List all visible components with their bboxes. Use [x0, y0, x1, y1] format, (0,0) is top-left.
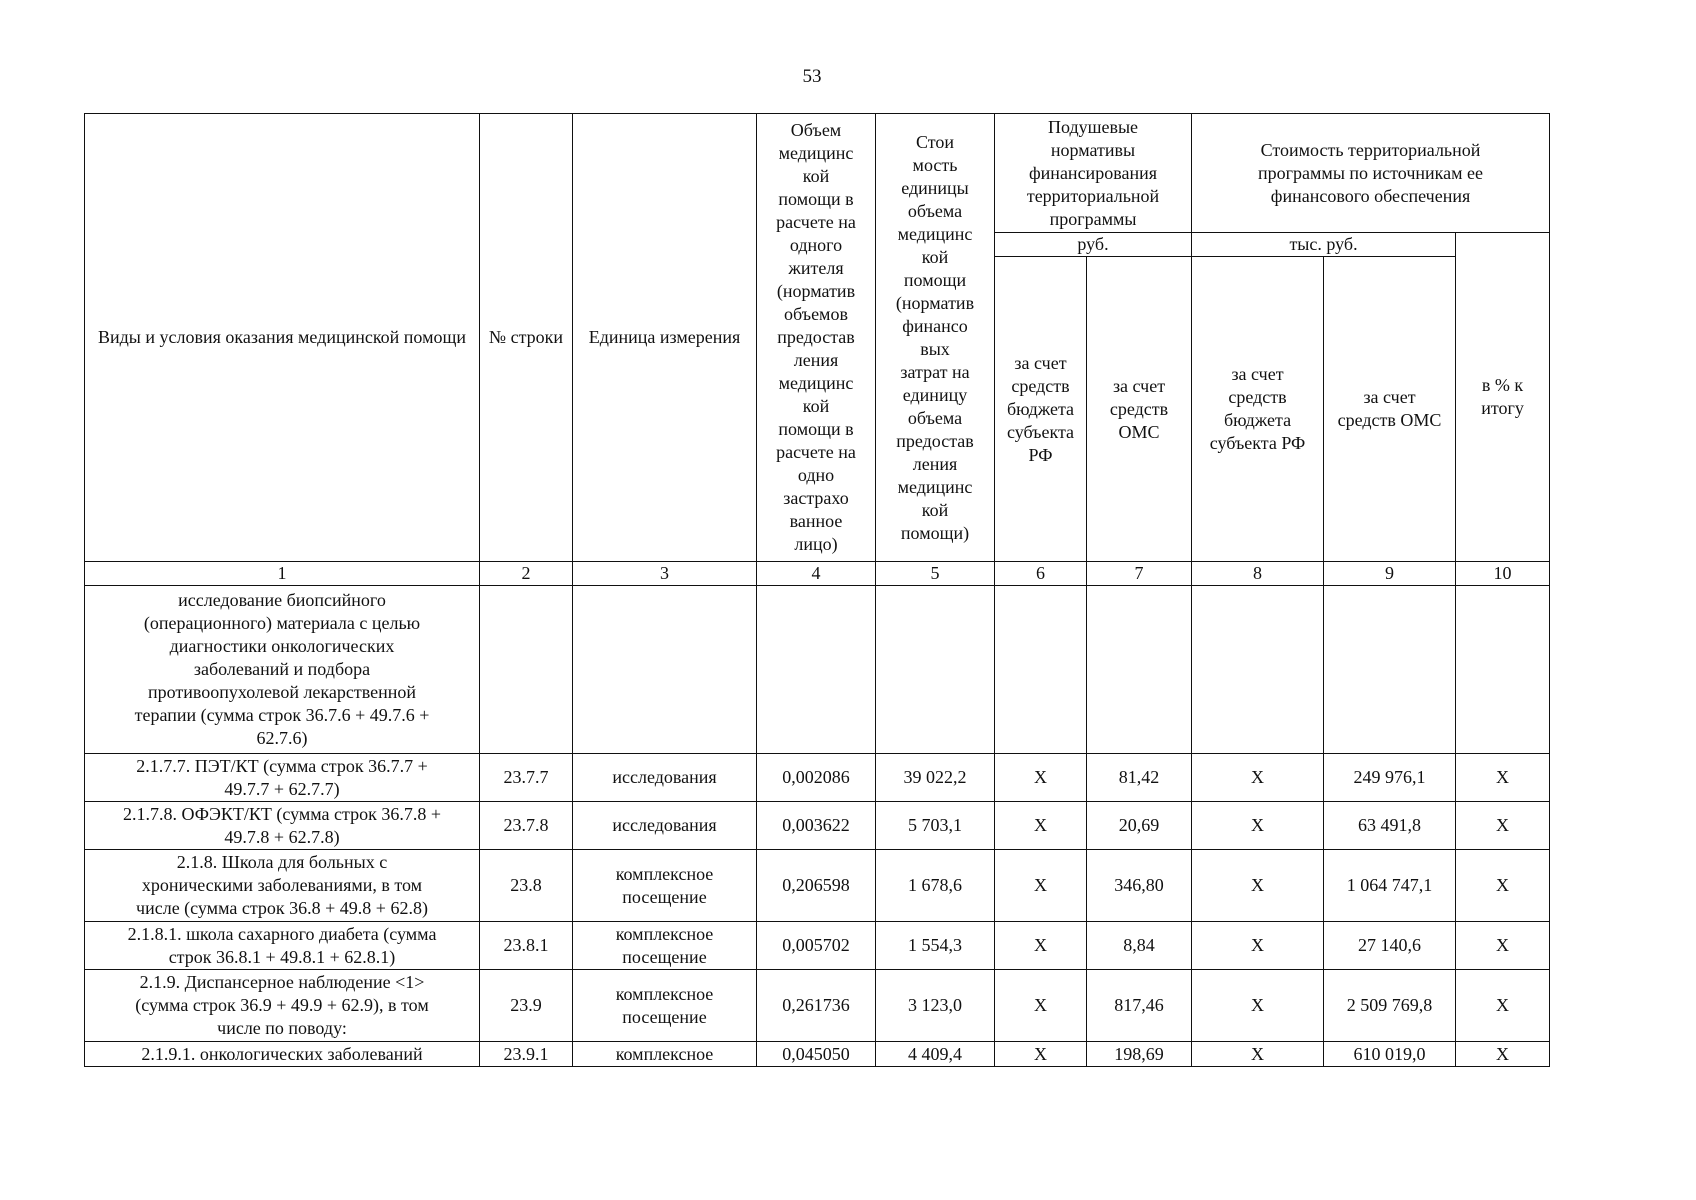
text-line: (сумма строк 36.9 + 49.9 + 62.9), в том — [135, 995, 429, 1015]
row-pc-budget: Х — [995, 802, 1087, 850]
text-line: исследования — [612, 815, 717, 835]
text-line: медицинс — [897, 476, 973, 497]
row-cost-oms: 1 064 747,1 — [1324, 850, 1456, 922]
page-number: 53 — [802, 66, 822, 87]
text-line: средств — [1011, 375, 1070, 396]
text-line: средств ОМС — [1337, 410, 1442, 430]
text-line: посещение — [622, 886, 707, 907]
column-number: 10 — [1456, 562, 1550, 586]
text-line: кой — [802, 166, 830, 186]
row-title — [85, 970, 480, 1042]
row-line-number: 23.7.8 — [480, 802, 573, 850]
row-unit-cost: 5 703,1 — [876, 802, 995, 850]
header-services: Виды и условия оказания медицинской помощи — [85, 114, 480, 562]
text-line: числе (сумма строк 36.8 + 49.8 + 62.8) — [136, 898, 428, 918]
text-line: 2.1.7.7. ПЭТ/КТ (сумма строк 36.7.7 + — [136, 755, 428, 776]
text-line: лицо) — [794, 534, 838, 554]
text-line: объема — [907, 407, 963, 428]
row-pc-budget: Х — [995, 850, 1087, 922]
text-line: объема — [907, 200, 963, 221]
row-unit — [573, 850, 757, 922]
row-title — [85, 1042, 480, 1067]
row-unit — [573, 802, 757, 850]
table-row — [85, 754, 1550, 802]
row-line-number: 23.8 — [480, 850, 573, 922]
column-number: 7 — [1087, 562, 1192, 586]
row-unit — [573, 1042, 757, 1067]
row-title — [85, 850, 480, 922]
header-cost-group — [1192, 114, 1550, 233]
text-line: территориальной — [1026, 185, 1160, 206]
text-line: посещение — [622, 946, 707, 967]
financing-table — [84, 113, 1550, 1067]
text-line: 2.1.9. Диспансерное наблюдение <1> — [139, 972, 425, 992]
text-line: Стои — [915, 131, 955, 152]
text-line: кой — [921, 246, 949, 267]
text-line: помощи — [903, 269, 967, 290]
row-percent: Х — [1456, 850, 1550, 922]
table-row — [85, 922, 1550, 970]
text-line: ления — [912, 453, 958, 474]
text-line: кой — [921, 499, 949, 520]
row-line-number — [480, 586, 573, 754]
text-line: диагностики онкологических — [169, 636, 395, 656]
text-line: кой — [802, 396, 830, 416]
row-unit-cost: 3 123,0 — [876, 970, 995, 1042]
row-pc-oms: 8,84 — [1087, 922, 1192, 970]
text-line: вых — [920, 338, 950, 359]
row-unit-cost: 4 409,4 — [876, 1042, 995, 1067]
text-line: 2.1.8. Школа для больных с — [176, 852, 388, 872]
table-row — [85, 1042, 1550, 1067]
text-line: единицы — [901, 177, 969, 198]
text-line: комплексное — [615, 863, 714, 884]
column-number-row — [85, 562, 1550, 586]
text-line: Стоимость территориальной — [1260, 139, 1481, 160]
row-cost-budget: Х — [1192, 754, 1324, 802]
text-line: помощи в — [778, 189, 854, 209]
row-unit — [573, 970, 757, 1042]
text-line: субъекта РФ — [1209, 433, 1306, 453]
row-cost-budget: Х — [1192, 850, 1324, 922]
header-unit-cost — [876, 114, 995, 562]
text-line: РФ — [1028, 444, 1053, 465]
text-line: жителя — [788, 258, 844, 278]
row-title — [85, 754, 480, 802]
row-volume: 0,003622 — [757, 802, 876, 850]
header-row-1 — [85, 114, 1550, 233]
text-line: средств — [1109, 398, 1169, 419]
text-line: одно — [797, 465, 835, 485]
text-line: финансирования — [1029, 162, 1157, 183]
table-row — [85, 970, 1550, 1042]
text-line: 2.1.7.8. ОФЭКТ/КТ (сумма строк 36.7.8 + — [123, 803, 441, 824]
row-pc-oms: 198,69 — [1087, 1042, 1192, 1067]
row-volume: 0,261736 — [757, 970, 876, 1042]
text-line: предостав — [896, 430, 974, 451]
row-pc-budget — [995, 586, 1087, 754]
text-line: Объем — [790, 120, 842, 140]
table-row — [85, 802, 1550, 850]
header-unit-thousand-rub: тыс. руб. — [1192, 233, 1456, 257]
header-per-capita-group — [995, 114, 1192, 233]
row-cost-oms: 63 491,8 — [1324, 802, 1456, 850]
text-line: расчете на — [776, 212, 856, 232]
header-cost-budget — [1192, 257, 1324, 562]
text-line: 49.7.7 + 62.7.7) — [224, 778, 340, 799]
row-cost-oms: 27 140,6 — [1324, 922, 1456, 970]
row-unit — [573, 586, 757, 754]
text-line: 62.7.6) — [256, 728, 308, 748]
row-cost-budget: Х — [1192, 802, 1324, 850]
text-line: программы по источникам ее — [1258, 162, 1483, 183]
text-line: за счет — [1014, 352, 1067, 373]
row-pc-oms: 817,46 — [1087, 970, 1192, 1042]
text-line: 49.7.8 + 62.7.8) — [224, 826, 340, 847]
text-line: посещение — [622, 1006, 707, 1027]
text-line: медицинс — [778, 373, 854, 393]
table-row — [85, 586, 1550, 754]
row-volume: 0,206598 — [757, 850, 876, 922]
row-pc-budget: Х — [995, 754, 1087, 802]
column-number: 9 — [1324, 562, 1456, 586]
row-pc-oms: 346,80 — [1087, 850, 1192, 922]
text-line: помощи) — [900, 522, 970, 543]
text-line: исследование биопсийного — [178, 590, 386, 610]
text-line: медицинс — [897, 223, 973, 244]
text-line: Подушевые — [1047, 116, 1139, 137]
text-line: застрахо — [783, 488, 849, 508]
text-line: предостав — [777, 327, 855, 347]
row-line-number: 23.7.7 — [480, 754, 573, 802]
row-cost-oms: 610 019,0 — [1324, 1042, 1456, 1067]
text-line: за счет — [1363, 387, 1416, 407]
header-pc-oms — [1087, 257, 1192, 562]
text-line: комплексное — [615, 923, 714, 944]
row-percent: Х — [1456, 1042, 1550, 1067]
row-unit-cost: 1 554,3 — [876, 922, 995, 970]
header-percent — [1456, 233, 1550, 562]
text-line: нормативы — [1050, 139, 1136, 160]
header-volume — [757, 114, 876, 562]
text-line: субъекта — [1006, 421, 1075, 442]
row-title — [85, 802, 480, 850]
column-number: 1 — [85, 562, 480, 586]
text-line: терапии (сумма строк 36.7.6 + 49.7.6 + — [134, 705, 430, 725]
column-number: 2 — [480, 562, 573, 586]
column-number: 3 — [573, 562, 757, 586]
text-line: бюджета — [1006, 398, 1075, 419]
table-row — [85, 850, 1550, 922]
row-cost-budget: Х — [1192, 922, 1324, 970]
header-pc-budget — [995, 257, 1087, 562]
text-line: финансо — [902, 315, 968, 336]
text-line: (норматив — [776, 281, 856, 301]
row-percent: Х — [1456, 922, 1550, 970]
text-line: одного — [789, 235, 843, 255]
row-volume: 0,002086 — [757, 754, 876, 802]
text-line: комплексное — [615, 983, 714, 1004]
text-line: объемов — [784, 304, 848, 324]
text-line: 2.1.9.1. онкологических заболеваний — [141, 1043, 423, 1064]
header-cost-oms — [1324, 257, 1456, 562]
text-line: итогу — [1481, 398, 1524, 418]
text-line: финансового обеспечения — [1270, 185, 1471, 206]
text-line: расчете на — [776, 442, 856, 462]
row-percent — [1456, 586, 1550, 754]
row-pc-budget: Х — [995, 1042, 1087, 1067]
row-unit-cost: 39 022,2 — [876, 754, 995, 802]
row-unit-cost: 1 678,6 — [876, 850, 995, 922]
row-volume — [757, 586, 876, 754]
row-unit-cost — [876, 586, 995, 754]
text-line: противоопухолевой лекарственной — [147, 682, 417, 702]
row-unit — [573, 754, 757, 802]
row-cost-budget: Х — [1192, 970, 1324, 1042]
text-line: строк 36.8.1 + 49.8.1 + 62.8.1) — [168, 946, 396, 967]
text-line: ОМС — [1118, 421, 1160, 442]
row-line-number: 23.8.1 — [480, 922, 573, 970]
text-line: единицу — [902, 384, 968, 405]
row-pc-budget: Х — [995, 922, 1087, 970]
text-line: помощи в — [778, 419, 854, 439]
text-line: хроническими заболеваниями, в том — [141, 875, 423, 895]
row-line-number: 23.9 — [480, 970, 573, 1042]
text-line: (норматив — [895, 292, 975, 313]
column-number: 8 — [1192, 562, 1324, 586]
text-line: заболеваний и подбора — [193, 659, 371, 679]
text-line: средств — [1228, 387, 1287, 407]
row-line-number: 23.9.1 — [480, 1042, 573, 1067]
text-line: ванное — [789, 511, 843, 531]
text-line: комплексное — [615, 1043, 714, 1064]
row-title — [85, 922, 480, 970]
text-line: затрат на — [900, 361, 970, 382]
column-number: 6 — [995, 562, 1087, 586]
text-line: 2.1.8.1. школа сахарного диабета (сумма — [127, 923, 437, 944]
text-line: бюджета — [1223, 410, 1292, 430]
text-line: числе по поводу: — [217, 1018, 347, 1038]
text-line: медицинс — [778, 143, 854, 163]
header-line-number: № строки — [480, 114, 573, 562]
row-percent: Х — [1456, 754, 1550, 802]
row-percent: Х — [1456, 970, 1550, 1042]
row-title — [85, 586, 480, 754]
text-line: (операционного) материала с целью — [143, 613, 421, 633]
row-volume: 0,045050 — [757, 1042, 876, 1067]
text-line: мость — [912, 154, 958, 175]
row-pc-oms: 20,69 — [1087, 802, 1192, 850]
header-unit: Единица измерения — [573, 114, 757, 562]
text-line: программы — [1049, 208, 1137, 229]
text-line: за счет — [1231, 364, 1284, 384]
header-unit-rub: руб. — [995, 233, 1192, 257]
text-line: за счет — [1112, 375, 1166, 396]
row-cost-oms — [1324, 586, 1456, 754]
row-cost-budget: Х — [1192, 1042, 1324, 1067]
row-percent: Х — [1456, 802, 1550, 850]
row-pc-oms: 81,42 — [1087, 754, 1192, 802]
column-number: 5 — [876, 562, 995, 586]
row-cost-oms: 2 509 769,8 — [1324, 970, 1456, 1042]
row-volume: 0,005702 — [757, 922, 876, 970]
row-cost-budget — [1192, 586, 1324, 754]
row-pc-budget: Х — [995, 970, 1087, 1042]
text-line: исследования — [612, 767, 717, 787]
row-cost-oms: 249 976,1 — [1324, 754, 1456, 802]
column-number: 4 — [757, 562, 876, 586]
text-line: ления — [793, 350, 839, 370]
row-pc-oms — [1087, 586, 1192, 754]
text-line: в % к — [1481, 375, 1524, 395]
row-unit — [573, 922, 757, 970]
